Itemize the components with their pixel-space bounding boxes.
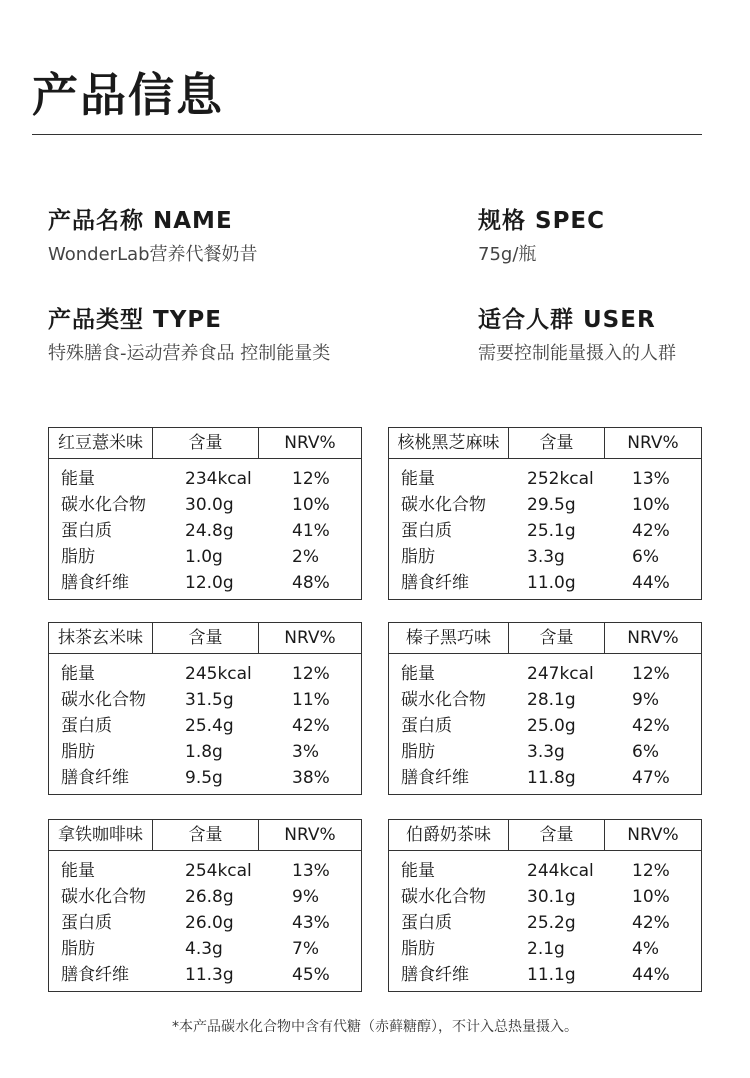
nutrient-nrv: 44%	[632, 965, 670, 985]
nrv-header: NRV%	[284, 433, 336, 453]
nutrient-name: 脂肪	[401, 939, 435, 959]
nutrient-nrv: 48%	[292, 573, 330, 593]
table-row	[49, 466, 361, 492]
table-row	[389, 518, 701, 544]
nutrient-name: 能量	[401, 664, 435, 684]
amount-header: 含量	[153, 820, 259, 850]
nrv-header: NRV%	[284, 628, 336, 648]
nutrient-amount: 245kcal	[185, 664, 252, 684]
nutrient-nrv: 10%	[292, 495, 330, 515]
table-row	[389, 466, 701, 492]
table-header	[49, 428, 361, 459]
nutrient-nrv: 9%	[632, 690, 659, 710]
nutrient-nrv: 10%	[632, 495, 670, 515]
name-value: WonderLab营养代餐奶昔	[48, 244, 258, 265]
nutrient-amount: 29.5g	[527, 495, 576, 515]
amount-header: 含量	[509, 428, 605, 458]
nrv-header: NRV%	[627, 628, 679, 648]
table-row	[49, 570, 361, 596]
amount-header: 含量	[153, 428, 259, 458]
type-value: 特殊膳食-运动营养食品 控制能量类	[48, 343, 331, 364]
nutrient-name: 能量	[61, 469, 95, 489]
nutrient-amount: 30.0g	[185, 495, 234, 515]
nutrient-nrv: 38%	[292, 768, 330, 788]
nutrient-amount: 11.0g	[527, 573, 576, 593]
nutrient-amount: 30.1g	[527, 887, 576, 907]
nutrient-nrv: 13%	[632, 469, 670, 489]
nutrient-name: 碳水化合物	[401, 495, 486, 515]
nutrient-name: 能量	[401, 469, 435, 489]
table-header	[49, 623, 361, 654]
table-row	[49, 739, 361, 765]
nutrient-name: 膳食纤维	[401, 965, 469, 985]
table-row	[389, 858, 701, 884]
nutrient-name: 碳水化合物	[401, 887, 486, 907]
nutrient-name: 脂肪	[61, 742, 95, 762]
nutrient-amount: 26.0g	[185, 913, 234, 933]
nutrient-nrv: 12%	[632, 664, 670, 684]
nutrient-name: 脂肪	[401, 547, 435, 567]
nutrient-nrv: 6%	[632, 742, 659, 762]
nrv-header: NRV%	[627, 433, 679, 453]
nutrient-nrv: 12%	[292, 469, 330, 489]
info-name	[48, 206, 258, 268]
nutrient-amount: 25.1g	[527, 521, 576, 541]
table-row	[389, 936, 701, 962]
nutrient-nrv: 42%	[632, 521, 670, 541]
table-row	[49, 713, 361, 739]
nutrient-amount: 25.2g	[527, 913, 576, 933]
flavor-name: 伯爵奶茶味	[389, 820, 509, 850]
amount-header: 含量	[509, 820, 605, 850]
table-row	[49, 884, 361, 910]
nutrient-name: 脂肪	[61, 939, 95, 959]
nutrient-name: 蛋白质	[61, 521, 112, 541]
nutrient-name: 膳食纤维	[61, 965, 129, 985]
nutrient-amount: 25.4g	[185, 716, 234, 736]
nutrient-name: 脂肪	[61, 547, 95, 567]
flavor-name: 红豆薏米味	[49, 428, 153, 458]
table-row	[49, 544, 361, 570]
nutrition-table	[48, 622, 362, 795]
table-row	[49, 492, 361, 518]
nutrient-name: 能量	[401, 861, 435, 881]
nutrient-nrv: 47%	[632, 768, 670, 788]
nutrient-amount: 244kcal	[527, 861, 594, 881]
table-row	[389, 544, 701, 570]
nutrient-nrv: 10%	[632, 887, 670, 907]
nutrient-nrv: 11%	[292, 690, 330, 710]
nutrient-amount: 11.8g	[527, 768, 576, 788]
table-row	[49, 687, 361, 713]
nutrient-name: 蛋白质	[401, 521, 452, 541]
nutrient-amount: 12.0g	[185, 573, 234, 593]
table-row	[389, 884, 701, 910]
nutrient-name: 蛋白质	[61, 716, 112, 736]
flavor-name: 拿铁咖啡味	[49, 820, 153, 850]
info-user	[478, 305, 676, 367]
nutrient-amount: 1.8g	[185, 742, 223, 762]
flavor-name: 抹茶玄米味	[49, 623, 153, 653]
nutrient-amount: 26.8g	[185, 887, 234, 907]
table-row	[389, 492, 701, 518]
info-type	[48, 305, 330, 367]
nutrient-name: 碳水化合物	[401, 690, 486, 710]
nutrient-name: 蛋白质	[401, 913, 452, 933]
nutrient-name: 蛋白质	[61, 913, 112, 933]
table-header	[389, 428, 701, 459]
nutrient-amount: 234kcal	[185, 469, 252, 489]
nutrient-name: 膳食纤维	[401, 768, 469, 788]
nutrient-name: 膳食纤维	[61, 768, 129, 788]
nutrient-amount: 3.3g	[527, 742, 565, 762]
table-row	[389, 962, 701, 988]
spec-label: 规格 SPEC	[478, 208, 606, 234]
nutrient-name: 碳水化合物	[61, 495, 146, 515]
user-label: 适合人群 USER	[478, 307, 656, 333]
nutrient-amount: 9.5g	[185, 768, 223, 788]
nutrient-nrv: 41%	[292, 521, 330, 541]
nutrient-nrv: 7%	[292, 939, 319, 959]
table-row	[49, 910, 361, 936]
table-row	[49, 765, 361, 791]
nutrient-nrv: 42%	[292, 716, 330, 736]
nutrient-name: 能量	[61, 861, 95, 881]
table-row	[389, 661, 701, 687]
flavor-name: 榛子黑巧味	[389, 623, 509, 653]
nutrient-nrv: 45%	[292, 965, 330, 985]
table-row	[49, 858, 361, 884]
nutrient-amount: 11.1g	[527, 965, 576, 985]
nutrient-nrv: 42%	[632, 716, 670, 736]
table-row	[389, 687, 701, 713]
type-label: 产品类型 TYPE	[48, 307, 222, 333]
table-header	[49, 820, 361, 851]
nutrient-amount: 25.0g	[527, 716, 576, 736]
footnote: *本产品碳水化合物中含有代糖（赤藓糖醇），不计入总热量摄入。	[172, 1019, 578, 1035]
nutrition-table	[48, 427, 362, 600]
nutrient-amount: 254kcal	[185, 861, 252, 881]
table-row	[389, 713, 701, 739]
table-row	[389, 739, 701, 765]
table-row	[389, 910, 701, 936]
table-row	[49, 936, 361, 962]
nutrient-name: 膳食纤维	[61, 573, 129, 593]
nutrient-nrv: 12%	[632, 861, 670, 881]
nutrient-name: 蛋白质	[401, 716, 452, 736]
spec-value: 75g/瓶	[478, 244, 537, 265]
nutrient-nrv: 2%	[292, 547, 319, 567]
nutrient-amount: 4.3g	[185, 939, 223, 959]
table-header	[389, 623, 701, 654]
table-row	[389, 570, 701, 596]
nutrition-table	[48, 819, 362, 992]
nutrient-amount: 252kcal	[527, 469, 594, 489]
info-spec	[478, 206, 605, 268]
table-header	[389, 820, 701, 851]
page-title: 产品信息	[32, 68, 224, 122]
nutrient-nrv: 42%	[632, 913, 670, 933]
nutrient-amount: 1.0g	[185, 547, 223, 567]
name-label: 产品名称 NAME	[48, 208, 233, 234]
nutrition-table	[388, 819, 702, 992]
nutrient-amount: 28.1g	[527, 690, 576, 710]
nutrient-nrv: 44%	[632, 573, 670, 593]
nutrient-name: 碳水化合物	[61, 887, 146, 907]
nutrient-amount: 2.1g	[527, 939, 565, 959]
flavor-name: 核桃黑芝麻味	[389, 428, 509, 458]
nutrient-nrv: 12%	[292, 664, 330, 684]
nutrient-amount: 11.3g	[185, 965, 234, 985]
nutrient-amount: 3.3g	[527, 547, 565, 567]
nrv-header: NRV%	[627, 825, 679, 845]
nutrient-name: 脂肪	[401, 742, 435, 762]
nutrient-amount: 24.8g	[185, 521, 234, 541]
nutrient-name: 能量	[61, 664, 95, 684]
nutrient-nrv: 43%	[292, 913, 330, 933]
nrv-header: NRV%	[284, 825, 336, 845]
table-row	[49, 661, 361, 687]
table-row	[389, 765, 701, 791]
nutrient-amount: 247kcal	[527, 664, 594, 684]
nutrient-nrv: 3%	[292, 742, 319, 762]
amount-header: 含量	[153, 623, 259, 653]
nutrient-amount: 31.5g	[185, 690, 234, 710]
nutrition-table	[388, 427, 702, 600]
nutrient-nrv: 6%	[632, 547, 659, 567]
nutrient-nrv: 13%	[292, 861, 330, 881]
user-value: 需要控制能量摄入的人群	[478, 343, 676, 364]
nutrient-name: 碳水化合物	[61, 690, 146, 710]
table-row	[49, 518, 361, 544]
table-row	[49, 962, 361, 988]
nutrition-table	[388, 622, 702, 795]
nutrient-name: 膳食纤维	[401, 573, 469, 593]
nutrient-nrv: 4%	[632, 939, 659, 959]
title-divider	[32, 134, 702, 135]
nutrient-nrv: 9%	[292, 887, 319, 907]
amount-header: 含量	[509, 623, 605, 653]
